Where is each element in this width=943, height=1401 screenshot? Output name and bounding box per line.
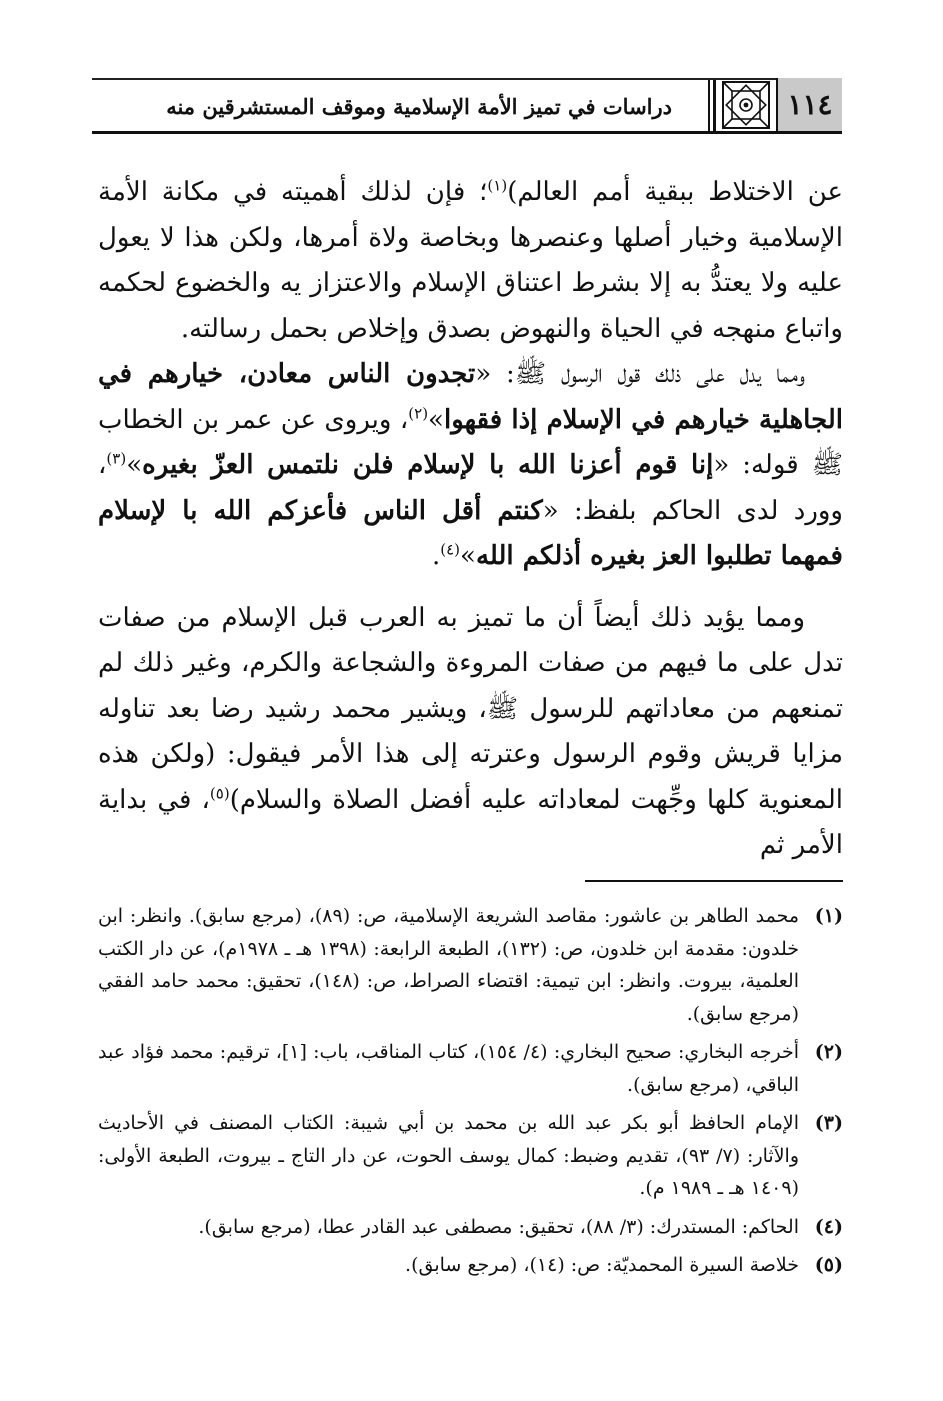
footnote-ref: (٣) xyxy=(106,449,127,468)
footnote xyxy=(98,1036,843,1101)
text-run: ، ويروى عن عمر بن الخطاب ﷺ قوله: « xyxy=(98,404,843,480)
footnote-text: محمد الطاهر بن عاشور: مقاصد الشريعة الإسلامية، ص: (٨٩)، (مرجع سابق). وانظر: ابن خلدون: مقدمة ابن خلدون، ص: (١٣٢)، الطبعة الرابعة: (١٣٩٨ هـ ـ ١٩٧٨م)، عن دار الكتب العلمية، بيروت. وانظر: ابن تيمية: اقتضاء الصراط، ص: (١٤٨)، تحقيق: محمد حامد الفقي (مرجع سابق). xyxy=(98,905,800,1025)
text-run: ومما يدل على ذلك قول الرسول ﷺ: « xyxy=(475,359,806,389)
text-run: عن الاختلاط ببقية أمم العالم) xyxy=(507,177,843,207)
header-top-rule xyxy=(92,78,842,80)
paragraph xyxy=(98,596,843,869)
footnote-text: الإمام الحافظ أبو بكر عبد الله بن محمد بن أبي شيبة: الكتاب المصنف في الأحاديث والآثار: (٧/ ٩٣)، تقديم وضبط: كمال يوسف الحوت، عن دار التاج ـ بيروت، الطبعة الأولى: (١٤٠٩ هـ ـ ١٩٨٩ م). xyxy=(98,1112,799,1199)
hadith-quote: إنا قوم أعزنا الله با لإسلام فلن نلتمس العزّ بغيره xyxy=(142,450,714,480)
footnote xyxy=(98,1107,843,1205)
footnote-number: (٢) xyxy=(814,1041,843,1063)
footnote-ref: (٤) xyxy=(440,540,461,559)
page-number: ١١٤ xyxy=(776,78,842,131)
footnote-number: (٥) xyxy=(814,1254,843,1276)
footnote-text: أخرجه البخاري: صحيح البخاري: (٤/ ١٥٤)، كتاب المناقب، باب: [١]، ترقيم: محمد فؤاد عبد الباقي، (مرجع سابق). xyxy=(98,1041,800,1096)
footnote-text: خلاصة السيرة المحمديّة: ص: (١٤)، (مرجع سابق). xyxy=(405,1254,799,1276)
text-run: . xyxy=(431,541,441,571)
footnote xyxy=(98,1249,843,1282)
footnote-ref: (١) xyxy=(487,176,508,195)
footnote-ref: (٥) xyxy=(209,783,230,802)
footnote-separator xyxy=(585,880,843,882)
footnote-number: (١) xyxy=(814,905,843,927)
footnotes xyxy=(98,900,843,1282)
text-run: ؛ فإن لذلك أهميته في مكانة الأمة الإسلامية وخيار أصلها وعنصرها وبخاصة ولاة أمرها، ولكن هذا لا يعول عليه ولا يعتدُّ به إلا بشرط اعتناق الإسلام والاعتزاز يه والخضوع لحكمه واتباع منهجه في الحياة والنهوض بصدق وإخلاص بحمل رسالته. xyxy=(98,177,843,344)
header-divider xyxy=(708,80,710,132)
paragraph xyxy=(98,170,843,352)
header-bottom-rule xyxy=(92,131,842,134)
footnote xyxy=(98,1211,843,1244)
footnote-text: الحاكم: المستدرك: (٣/ ٨٨)، تحقيق: مصطفى عبد القادر عطا، (مرجع سابق). xyxy=(198,1215,799,1238)
footnote xyxy=(98,900,843,1030)
header-divider xyxy=(713,80,716,132)
paragraph xyxy=(98,352,843,580)
hadith-quote: تجدون الناس معادن، خيارهم في الجاهلية خيارهم في الإسلام إذا فقهوا xyxy=(98,359,844,435)
geometric-star-ornament-icon xyxy=(722,81,770,129)
footnote-number: (٤) xyxy=(814,1215,843,1238)
page-header xyxy=(92,78,842,134)
running-title: دراسات في تميز الأمة الإسلامية وموقف المستشرقين منه xyxy=(166,94,672,119)
text-run: » xyxy=(428,404,444,435)
text-run: ومما يؤيد ذلك أيضاً أن ما تميز به العرب قبل الإسلام من صفات تدل على ما فيهم من صفات المروءة والشجاعة والكرم، وغير ذلك لم تمنعهم من معاداتهم للرسول ﷺ، ويشير محمد رشيد رضا بعد تناوله مزايا قريش وقوم الرسول وعترته إلى هذا الأمر فيقول: (ولكن هذه المعنوية كلها وجِّهت لمعاداته عليه أفضل الصلاة والسلام) xyxy=(98,602,843,815)
hadith-quote: كنتم أقل الناس فأعزكم الله با لإسلام فمهما تطلبوا العز بغيره أذلكم الله xyxy=(98,495,843,571)
footnote-ref: (٢) xyxy=(408,403,429,422)
text-run: ، في بداية الأمر ثم xyxy=(98,784,843,860)
text-run: » xyxy=(126,450,143,480)
text-run: » xyxy=(460,541,476,571)
footnote-number: (٣) xyxy=(814,1112,843,1134)
main-text xyxy=(98,170,843,869)
text-run: ، وورد لدى الحاكم بلفظ: « xyxy=(98,450,843,526)
